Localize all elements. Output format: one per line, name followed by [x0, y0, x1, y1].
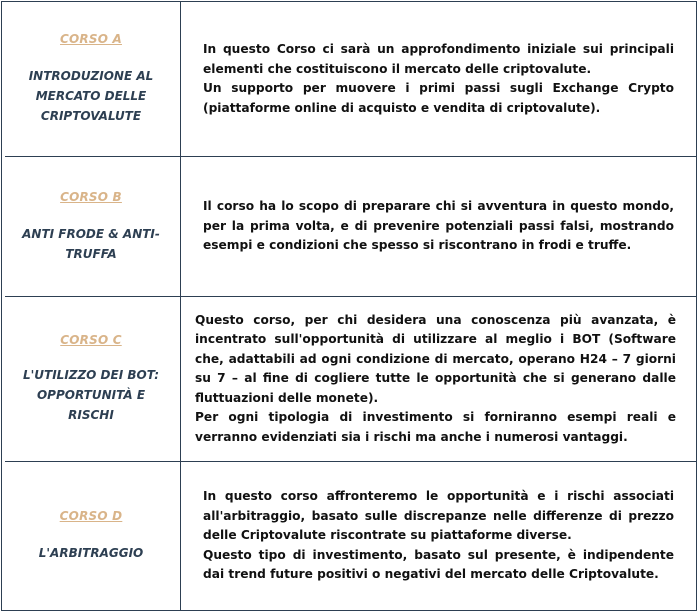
course-row-b — [2, 157, 696, 296]
course-a-paragraph: Un supporto per muovere i primi passi sugli Exchange Crypto (piattaforme online di acquisto e vendita di criptovalute). — [203, 81, 674, 115]
course-b-description-cell — [181, 157, 696, 296]
course-b-header-cell — [2, 157, 180, 296]
course-c-paragraph: Per ogni tipologia di investimento si forniranno esempi reali e verranno evidenziati sia i rischi ma anche i numerosi vantaggi. — [195, 410, 676, 444]
course-row-a — [2, 2, 696, 156]
course-table — [1, 1, 697, 611]
course-c-title: L'UTILIZZO DEI BOT: OPPORTUNITÀ E RISCHI — [22, 368, 160, 422]
course-d-paragraph: Questo tipo di investimento, basato sul presente, è indipendente dai trend future positivi o negativi del mercato delle Criptovalute. — [203, 547, 674, 582]
course-b-paragraph: Il corso ha lo scopo di preparare chi si avventura in questo mondo, per la prima volta, e di prevenire potenziali passi falsi, mostrando esempi e condizioni che spesso si riscontrano in frodi e truffe. — [203, 199, 674, 253]
course-d-label: CORSO D — [59, 509, 123, 523]
course-c-paragraph: Questo corso, per chi desidera una conoscenza più avanzata, è incentrato sull'opportunità di utilizzare al meglio i BOT (Software che, adattabili ad ogni condizione di mercato, operano H24 – 7 giorni su 7 – al fine di cogliere tutte le opportunità che si generano dalle fluttuazioni delle monete). — [195, 312, 676, 405]
course-c-label: CORSO C — [60, 333, 122, 347]
course-a-description-cell — [181, 2, 696, 156]
course-b-title: ANTI FRODE & ANTI-TRUFFA — [22, 226, 160, 261]
course-d-title: L'ARBITRAGGIO — [38, 546, 144, 560]
course-a-label: CORSO A — [60, 32, 122, 46]
course-row-c — [2, 297, 696, 461]
course-b-label: CORSO B — [60, 189, 122, 204]
course-row-d — [2, 462, 696, 610]
course-c-header-cell — [2, 297, 180, 461]
course-c-description-cell — [181, 297, 696, 461]
course-a-title: INTRODUZIONE AL MERCATO DELLE CRIPTOVALUTE — [28, 69, 154, 123]
course-a-paragraph: In questo Corso ci sarà un approfondimento iniziale sui principali elementi che costituiscono il mercato delle criptovalute. — [203, 42, 674, 76]
course-d-header-cell — [2, 462, 180, 610]
course-a-header-cell — [2, 2, 180, 156]
course-d-paragraph: In questo corso affronteremo le opportunità e i rischi associati all'arbitraggio, basato sulle discrepanze nelle differenze di prezzo delle Criptovalute riscontrate su piattaforme diverse. — [203, 489, 674, 543]
course-d-description-cell — [181, 462, 696, 610]
